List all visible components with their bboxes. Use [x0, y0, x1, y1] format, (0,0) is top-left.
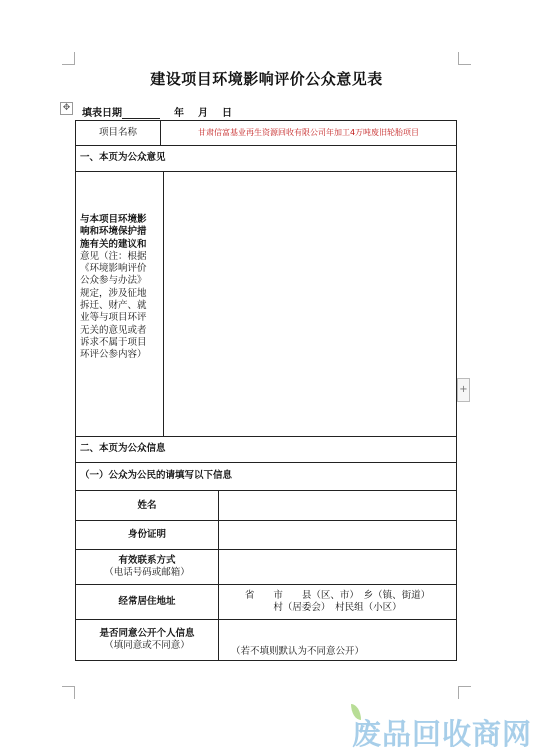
page-corner-mark [62, 686, 75, 699]
fill-date-row [82, 104, 232, 119]
opinion-line: 与本项目环境影 [80, 214, 147, 225]
table-rule [75, 145, 457, 146]
disclose-note: （若不填则默认为不同意公开） [231, 646, 365, 657]
table-border [75, 660, 457, 661]
citizen-info-heading: （一）公众为公民的请填写以下信息 [80, 470, 233, 481]
add-row-button[interactable]: + [457, 378, 470, 402]
disclose-input[interactable] [219, 620, 456, 660]
opinion-line: 无关的意见或者 [80, 324, 147, 336]
table-rule [75, 462, 457, 463]
page-corner-mark [458, 52, 471, 65]
contact-label-cell [76, 550, 218, 584]
fill-date-label: 填表日期 [82, 108, 122, 119]
page-corner-mark [458, 686, 471, 699]
address-label: 经常居住地址 [118, 596, 176, 607]
page-corner-mark [62, 52, 75, 65]
opinion-input-area[interactable] [164, 172, 456, 436]
watermark: 废品回收商网 [352, 717, 533, 751]
year-label: 年 [174, 108, 184, 119]
day-label: 日 [222, 108, 232, 119]
opinion-line: 意见（注：根据 [80, 250, 147, 262]
month-label: 月 [198, 108, 208, 119]
disclose-label: 是否同意公开个人信息 [99, 628, 195, 639]
disclose-sublabel: （填同意或不同意） [104, 640, 190, 651]
opinion-line: 响和环境保护措 [80, 226, 147, 238]
opinion-line: 公众参与办法》 [80, 275, 147, 287]
project-name-value: 甘肃信富基业再生资源回收有限公司年加工4万吨废旧轮胎项目 [197, 128, 420, 137]
opinion-line: 《环境影响评价 [80, 263, 147, 275]
project-name-label: 项目名称 [98, 127, 137, 138]
fill-date-blank [122, 108, 160, 119]
contact-label: 有效联系方式 [118, 555, 176, 566]
contact-input[interactable] [219, 550, 456, 584]
section2-heading: 二、本页为公众信息 [80, 443, 166, 454]
contact-sublabel: （电话号码或邮箱） [104, 567, 190, 578]
id-label: 身份证明 [127, 529, 166, 540]
table-move-handle-icon[interactable]: ✥ [60, 102, 73, 115]
address-template-line1: 省 市 县（区、市） 乡（镇、街道） [244, 590, 431, 601]
table-rule [75, 436, 457, 437]
name-input[interactable] [219, 491, 456, 520]
section1-heading: 一、本页为公众意见 [80, 152, 166, 163]
document-title: 建设项目环境影响评价公众意见表 [150, 70, 383, 88]
address-template-line2: 村（居委会） 村民组（小区） [273, 602, 402, 613]
disclose-label-cell [76, 620, 218, 660]
address-input[interactable] [219, 585, 456, 619]
opinion-line: 拆迁、财产、就 [80, 300, 147, 312]
opinion-line: 业等与项目环评 [80, 312, 147, 324]
opinion-description [80, 214, 160, 362]
id-input[interactable] [219, 521, 456, 549]
name-label: 姓名 [137, 499, 157, 511]
opinion-line: 诉求不属于项目 [80, 336, 147, 348]
opinion-line: 施有关的建议和 [80, 238, 147, 250]
opinion-line: 环评公参内容） [80, 349, 147, 361]
opinion-line: 规定，涉及征地 [80, 287, 147, 299]
